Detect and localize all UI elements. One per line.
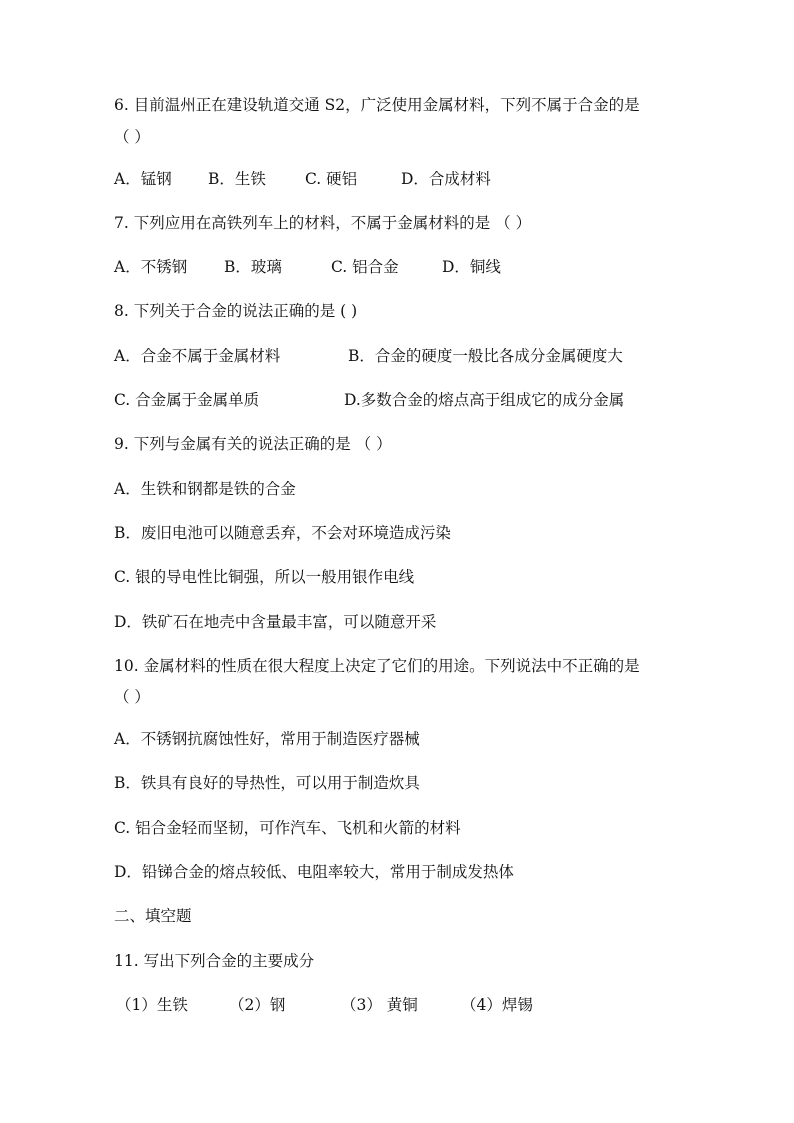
- question-10-option-d: D．铅锑合金的熔点较低、电阻率较大，常用于制成发热体: [114, 863, 514, 881]
- question-6-option-c: C. 硬铝: [305, 170, 358, 188]
- question-10-option-c: C. 铝合金轻而坚韧，可作汽车、飞机和火箭的材料: [114, 819, 461, 837]
- question-8-stem: 8. 下列关于合金的说法正确的是 ( ): [114, 302, 358, 320]
- question-8-option-c: C. 合金属于金属单质: [114, 391, 260, 409]
- question-9-option-d: D．铁矿石在地壳中含量最丰富，可以随意开采: [114, 613, 437, 631]
- question-9-option-a: A．生铁和钢都是铁的合金: [114, 480, 296, 498]
- question-8-option-a: A．合金不属于金属材料: [114, 347, 281, 365]
- question-7-stem: 7. 下列应用在高铁列车上的材料，不属于金属材料的是 （ ）: [114, 214, 532, 232]
- question-8-option-d: D.多数合金的熔点高于组成它的成分金属: [344, 391, 625, 409]
- question-6-answer-paren: （ ）: [114, 128, 150, 146]
- question-9-option-b: B．废旧电池可以随意丢弃，不会对环境造成污染: [114, 524, 451, 542]
- question-11-item-4: （4）焊锡: [461, 996, 533, 1014]
- question-6-stem: 6. 目前温州正在建设轨道交通 S2，广泛使用金属材料，下列不属于合金的是: [114, 96, 640, 114]
- question-11-item-1: （1）生铁: [116, 996, 188, 1014]
- section-2-title: 二、填空题: [114, 907, 192, 925]
- question-11-stem: 11. 写出下列合金的主要成分: [114, 952, 315, 970]
- question-8-option-b: B．合金的硬度一般比各成分金属硬度大: [348, 347, 623, 365]
- question-6-option-d: D．合成材料: [401, 170, 491, 188]
- question-7-option-a: A．不锈钢: [114, 258, 188, 276]
- question-11-item-2: （2）钢: [229, 996, 286, 1014]
- question-10-option-b: B．铁具有良好的导热性，可以用于制造炊具: [114, 774, 420, 792]
- question-10-answer-paren: （ ）: [114, 688, 150, 706]
- question-9-stem: 9. 下列与金属有关的说法正确的是 （ ）: [114, 435, 392, 453]
- question-11-item-3: （3） 黄铜: [341, 996, 418, 1014]
- question-10-option-a: A．不锈钢抗腐蚀性好，常用于制造医疗器械: [114, 730, 420, 748]
- question-7-option-b: B．玻璃: [224, 258, 282, 276]
- question-9-option-c: C. 银的导电性比铜强，所以一般用银作电线: [114, 568, 415, 586]
- question-6-option-a: A．锰钢: [114, 170, 172, 188]
- question-7-option-d: D．铜线: [442, 258, 501, 276]
- question-7-option-c: C. 铝合金: [331, 258, 399, 276]
- question-10-stem: 10. 金属材料的性质在很大程度上决定了它们的用途。下列说法中不正确的是: [114, 657, 640, 675]
- question-6-option-b: B．生铁: [208, 170, 266, 188]
